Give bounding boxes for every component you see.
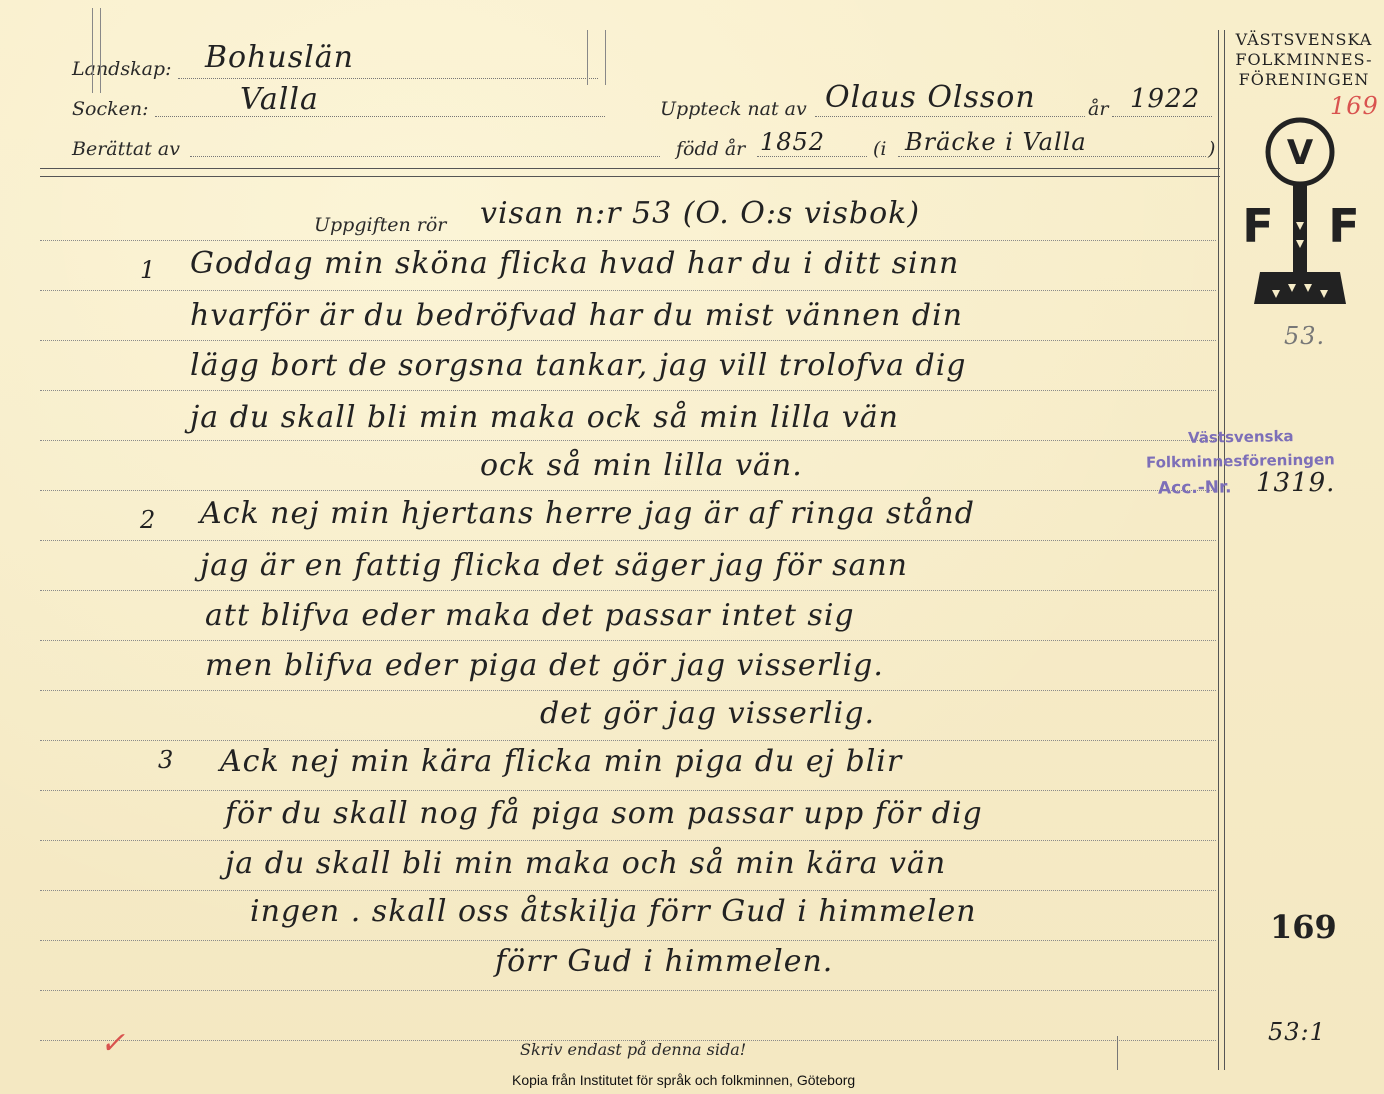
ruled-line <box>40 590 1216 591</box>
logo-letter-v: V <box>1286 133 1314 173</box>
reference-number: 53:1 <box>1268 1018 1326 1046</box>
header-separator <box>40 176 1220 177</box>
accession-number: 1319. <box>1256 468 1336 498</box>
i-value: Bräcke i Valla <box>905 128 1087 156</box>
socken-dotted-line <box>155 116 605 117</box>
stamp-line-1: Västsvenska <box>1187 427 1294 447</box>
verse-number: 2 <box>140 506 157 534</box>
socken-label: Socken: <box>72 98 149 120</box>
lyric-line: ock så min lilla vän. <box>480 448 803 483</box>
page-number: 169 <box>1270 908 1337 946</box>
ruled-line <box>40 540 1216 541</box>
stamp-line-3: Acc.-Nr. <box>1157 477 1232 499</box>
verse-number: 3 <box>158 746 175 774</box>
copy-notice: Kopia från Institutet för språk och folkminnen, Göteborg <box>512 1072 856 1088</box>
lyric-line: för du skall nog få piga som passar upp för dig <box>225 796 983 831</box>
ruled-line <box>40 940 1216 941</box>
lyric-line: att blifva eder maka det passar intet sig <box>205 598 855 633</box>
logo-letter-f-right: F <box>1328 199 1360 253</box>
lyric-line: ja du skall bli min maka och så min kära vän <box>225 846 947 881</box>
fodd-value: 1852 <box>760 128 826 156</box>
red-check-mark: ✓ <box>100 1026 127 1061</box>
column-border <box>1224 30 1225 1070</box>
ruled-line <box>40 290 1216 291</box>
org-line-1: VÄSTSVENSKA <box>1235 30 1373 49</box>
number-under-logo: 53. <box>1284 322 1326 350</box>
ruled-line <box>40 790 1216 791</box>
ruled-line <box>40 390 1216 391</box>
ruled-line <box>40 240 1216 241</box>
ruled-line <box>40 490 1216 491</box>
ruled-line <box>40 690 1216 691</box>
subject-label: Uppgiften rör <box>314 214 447 236</box>
ar-value: 1922 <box>1130 84 1201 114</box>
lyric-line: förr Gud i himmelen. <box>495 944 834 979</box>
lyric-line: Ack nej min kära flicka min piga du ej blir <box>220 744 903 779</box>
ruled-line <box>40 890 1216 891</box>
pencil-stroke <box>605 30 606 85</box>
upptecknat-value: Olaus Olsson <box>825 80 1036 115</box>
ruled-line <box>40 990 1216 991</box>
red-page-number: 169 <box>1330 92 1379 120</box>
ruled-line <box>40 640 1216 641</box>
landskap-label: Landskap: <box>72 58 172 80</box>
stamp-line-2: Folkminnesföreningen <box>1145 450 1335 472</box>
pencil-stroke <box>92 8 93 93</box>
pencil-stroke <box>587 30 588 85</box>
column-border <box>1218 30 1219 1070</box>
org-line-2: FOLKMINNES- <box>1235 50 1373 69</box>
vff-logo <box>1238 112 1378 312</box>
pencil-stroke <box>100 8 101 93</box>
verse-number: 1 <box>140 256 157 284</box>
subject-value: visan n:r 53 (O. O:s visbok) <box>480 196 921 231</box>
logo-letter-f-left: F <box>1242 199 1274 253</box>
lyric-line: ingen . skall oss åtskilja förr Gud i himmelen <box>250 894 977 929</box>
footer-instruction: Skriv endast på denna sida! <box>520 1040 747 1059</box>
ruled-line <box>40 340 1216 341</box>
ruled-line <box>40 840 1216 841</box>
close-paren: ) <box>1208 138 1216 160</box>
fodd-dotted-line <box>757 156 867 157</box>
landskap-value: Bohuslän <box>205 40 354 75</box>
lyric-line: Goddag min sköna flicka hvad har du i ditt sinn <box>190 246 960 281</box>
header-separator <box>40 168 1220 169</box>
lyric-line: hvarför är du bedröfvad har du mist vännen din <box>190 298 963 333</box>
ar-dotted-line <box>1112 116 1212 117</box>
upptecknat-dotted-line <box>815 116 1085 117</box>
upptecknat-label: Uppteck nat av <box>660 98 807 120</box>
lyric-line: jag är en fattig flicka det säger jag för sann <box>200 548 908 583</box>
berattat-label: Berättat av <box>72 138 180 160</box>
org-line-3: FÖRENINGEN <box>1238 70 1370 89</box>
pencil-stroke <box>1117 1036 1118 1070</box>
socken-value: Valla <box>240 82 319 117</box>
ruled-line <box>40 440 1216 441</box>
landskap-dotted-line <box>178 78 598 79</box>
berattat-dotted-line <box>190 156 660 157</box>
ruled-line <box>40 740 1216 741</box>
lyric-line: men blifva eder piga det gör jag visserlig. <box>205 648 884 683</box>
i-dotted-line <box>898 156 1206 157</box>
fodd-label: född år <box>676 138 746 160</box>
lyric-line: ja du skall bli min maka ock så min lilla vän <box>190 400 899 435</box>
lyric-line: Ack nej min hjertans herre jag är af ringa stånd <box>200 496 975 531</box>
i-label: (i <box>873 138 887 160</box>
lyric-line: lägg bort de sorgsna tankar, jag vill trolofva dig <box>190 348 967 383</box>
org-brand <box>1230 30 1378 90</box>
ar-label: år <box>1088 98 1109 120</box>
lyric-line: det gör jag visserlig. <box>540 696 875 731</box>
